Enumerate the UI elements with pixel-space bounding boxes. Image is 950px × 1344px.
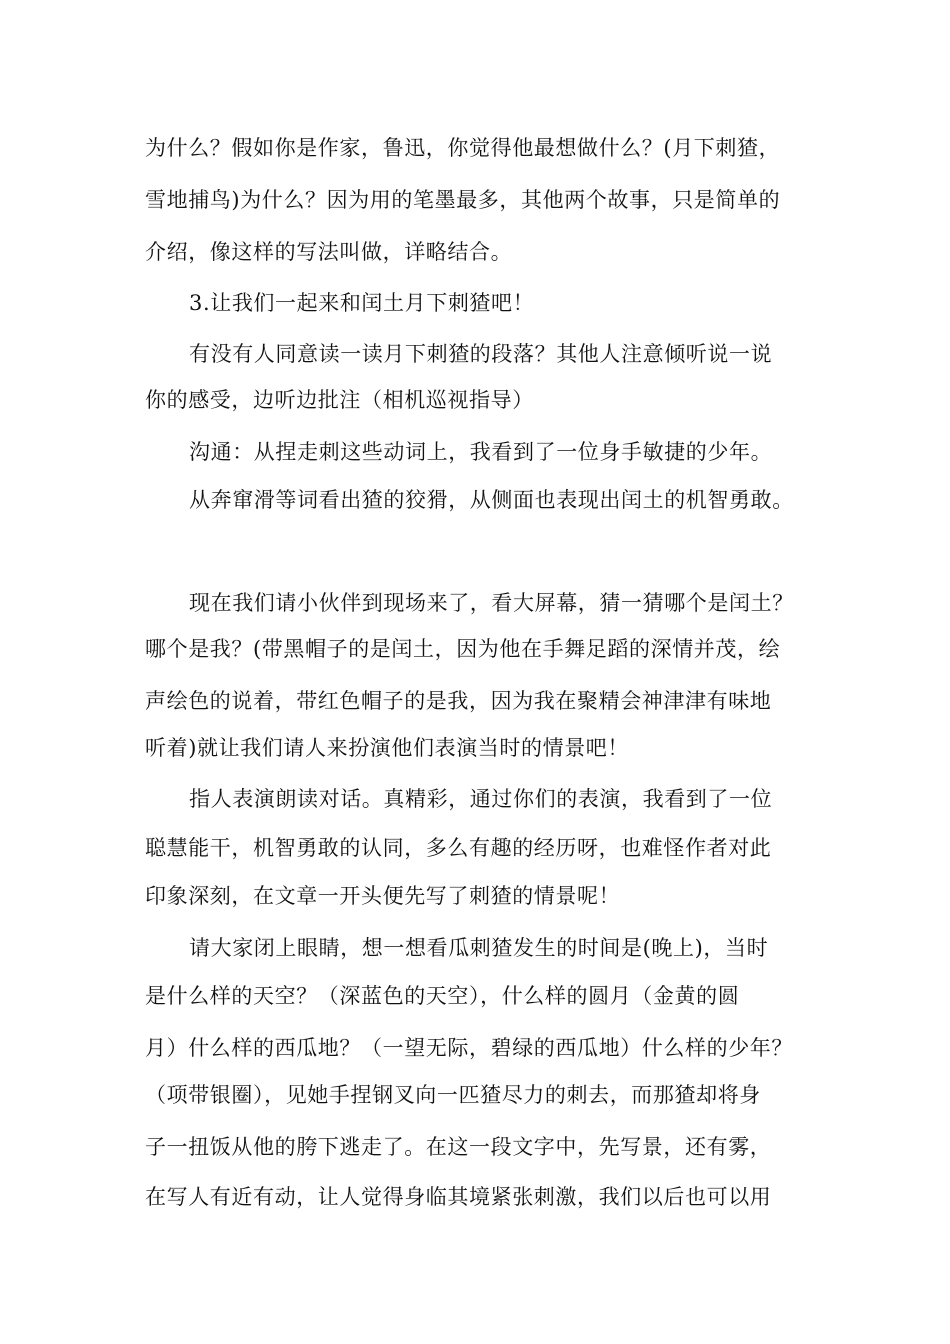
text-line-16: 请大家闭上眼睛，想一想看瓜刺猹发生的时间是(晚上)，当时 (189, 936, 769, 960)
text-line-2: 雪地捕鸟)为什么？因为用的笔墨最多，其他两个故事，只是简单的 (145, 188, 781, 212)
text-line-17: 是什么样的天空？（深蓝色的天空），什么样的圆月（金黄的圆 (145, 984, 740, 1008)
text-line-18: 月）什么样的西瓜地？（一望无际，碧绿的西瓜地）什么样的少年？ (145, 1036, 793, 1060)
text-line-12: 听着)就让我们请人来扮演他们表演当时的情景吧！ (145, 736, 629, 760)
text-line-7: 沟通：从捏走刺这些动词上，我看到了一位身手敏捷的少年。 (189, 440, 773, 464)
text-line-3: 介绍，像这样的写法叫做，详略结合。 (145, 240, 513, 264)
text-line-10: 哪个是我？(带黑帽子的是闰土，因为他在手舞足蹈的深情并茂，绘 (145, 637, 781, 661)
text-line-13: 指人表演朗读对话。真精彩，通过你们的表演，我看到了一位 (189, 787, 773, 811)
text-line-11: 声绘色的说着，带红色帽子的是我，因为我在聚精会神津津有味地 (145, 689, 772, 713)
text-line-19: （项带银圈），见她手捏钢叉向一匹猹尽力的刺去，而那猹却将身 (145, 1083, 761, 1107)
text-line-14: 聪慧能干，机智勇敢的认同，多么有趣的经历呀，也难怪作者对此 (145, 836, 772, 860)
text-line-8: 从奔窜滑等词看出猹的狡猾，从侧面也表现出闰土的机智勇敢。 (189, 488, 794, 512)
text-line-21: 在写人有近有动，让人觉得身临其境紧张刺激，我们以后也可以用 (145, 1185, 772, 1209)
text-line-20: 子一扭饭从他的胯下逃走了。在这一段文字中，先写景，还有雾， (145, 1135, 772, 1159)
text-line-15: 印象深刻，在文章一开头便先写了刺猹的情景呢！ (145, 884, 621, 908)
text-line-4: 3.让我们一起来和闰土月下刺猹吧！ (189, 291, 535, 315)
text-line-6: 你的感受，边听边批注（相机巡视指导） (145, 388, 534, 412)
text-line-1: 为什么？假如你是作家，鲁迅，你觉得他最想做什么？(月下刺猹， (145, 136, 781, 160)
text-line-5: 有没有人同意读一读月下刺猹的段落？其他人注意倾听说一说 (189, 342, 773, 366)
text-line-9: 现在我们请小伙伴到现场来了，看大屏幕，猜一猜哪个是闰土？ (189, 591, 794, 615)
